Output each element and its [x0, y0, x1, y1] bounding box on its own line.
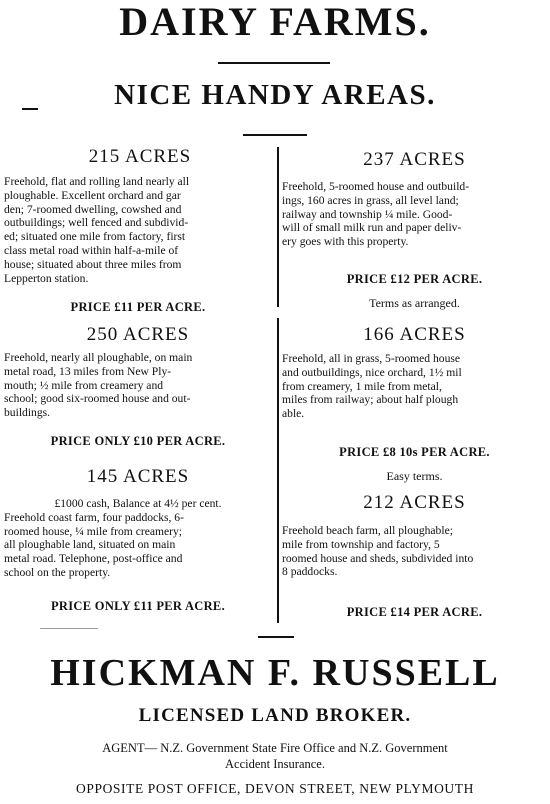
- header-divider-left-mark: [22, 108, 38, 110]
- description-line: from creamery, 1 mile from metal,: [282, 379, 442, 393]
- listing-title: 212 ACRES: [363, 492, 466, 513]
- agent-line-1: AGENT— N.Z. Government State Fire Office and N.Z. Government: [102, 741, 448, 755]
- print-speck: [40, 628, 98, 629]
- description-line: Freehold beach farm, all ploughable;: [282, 524, 453, 537]
- description-line: £1000 cash, Balance at 4½ per cent.: [54, 497, 222, 510]
- listing-title: 166 ACRES: [363, 324, 466, 345]
- description-line: and outbuildings, nice orchard, 1½ mil: [282, 365, 462, 379]
- description-line: miles from railway; about half plough: [282, 393, 459, 407]
- listing-terms: Terms as arranged.: [369, 296, 460, 310]
- header-divider-top: [218, 62, 330, 64]
- description-line: mouth; ½ mile from creamery and: [4, 378, 164, 392]
- agent-line-2: Accident Insurance.: [225, 757, 325, 771]
- description-line: Freehold, all in grass, 5-roomed house: [282, 352, 461, 365]
- description-line: will of small milk run and paper deliv-: [282, 221, 462, 235]
- description-line: ploughable. Excellent orchard and gar: [4, 188, 181, 202]
- header-divider-bottom: [243, 134, 307, 136]
- description-line: ery goes with this property.: [282, 235, 409, 249]
- description-line: Freehold, 5-roomed house and outbuild-: [282, 180, 470, 193]
- description-line: railway and township ¼ mile. Good-: [282, 207, 453, 221]
- description-line: roomed house and sheds, subdivided into: [282, 551, 474, 565]
- listing-price: PRICE £14 PER ACRE.: [346, 605, 483, 619]
- description-line: metal road. Telephone, post-office and: [4, 552, 183, 566]
- listing-price: PRICE ONLY £10 PER ACRE.: [50, 434, 226, 448]
- description-line: outbuildings; well fenced and subdivid-: [4, 216, 189, 230]
- broker-title: LICENSED LAND BROKER.: [138, 705, 412, 726]
- description-line: Lepperton station.: [4, 271, 89, 285]
- listing-description: [282, 352, 548, 421]
- description-line: den; 7-roomed dwelling, cowshed and: [4, 202, 182, 216]
- description-line: all ploughable land, situated on main: [4, 538, 176, 552]
- description-line: ings, 160 acres in grass, all level land;: [282, 193, 459, 207]
- description-line: buildings.: [4, 406, 51, 420]
- listing-price: PRICE £8 10s PER ACRE.: [339, 445, 490, 459]
- description-line: ed; situated one mile from factory, first: [4, 230, 186, 244]
- listing-description: [4, 351, 272, 420]
- description-line: class metal road within half-a-mile of: [4, 243, 179, 257]
- description-line: Freehold, nearly all ploughable, on main: [4, 351, 193, 364]
- description-line: 8 paddocks.: [282, 565, 338, 579]
- broker-name: HICKMAN F. RUSSELL: [50, 652, 500, 694]
- listing-description: [4, 497, 272, 580]
- listing-terms: Easy terms.: [386, 469, 443, 483]
- headline-nice-handy-areas: NICE HANDY AREAS.: [114, 79, 436, 111]
- listing-title: 237 ACRES: [363, 149, 466, 170]
- listing-price: PRICE £12 PER ACRE.: [346, 272, 483, 286]
- listing-title: 145 ACRES: [86, 466, 190, 487]
- description-line: able.: [282, 407, 305, 421]
- description-line: metal road, 13 miles from New Ply-: [4, 364, 172, 378]
- footer-divider: [258, 636, 294, 638]
- description-line: Freehold, flat and rolling land nearly all: [4, 175, 190, 188]
- description-line: school; good six-roomed house and out-: [4, 392, 191, 406]
- listing-description: [282, 524, 548, 579]
- listing-description: [282, 180, 548, 249]
- listing-title: 215 ACRES: [88, 146, 192, 167]
- listing-price: PRICE £11 PER ACRE.: [70, 300, 206, 314]
- listing-title: 250 ACRES: [86, 324, 190, 345]
- description-line: mile from township and factory, 5: [282, 537, 440, 551]
- description-line: school on the property.: [4, 565, 111, 579]
- description-line: Freehold coast farm, four paddocks, 6-: [4, 510, 184, 524]
- description-line: roomed house, ¼ mile from creamery;: [4, 524, 183, 538]
- listing-description: [4, 175, 272, 285]
- description-line: house; situated about three miles from: [4, 257, 182, 271]
- listing-price: PRICE ONLY £11 PER ACRE.: [50, 599, 225, 613]
- headline-dairy-farms: DAIRY FARMS.: [119, 0, 431, 44]
- office-address: OPPOSITE POST OFFICE, DEVON STREET, NEW PLYMOUTH: [76, 781, 474, 796]
